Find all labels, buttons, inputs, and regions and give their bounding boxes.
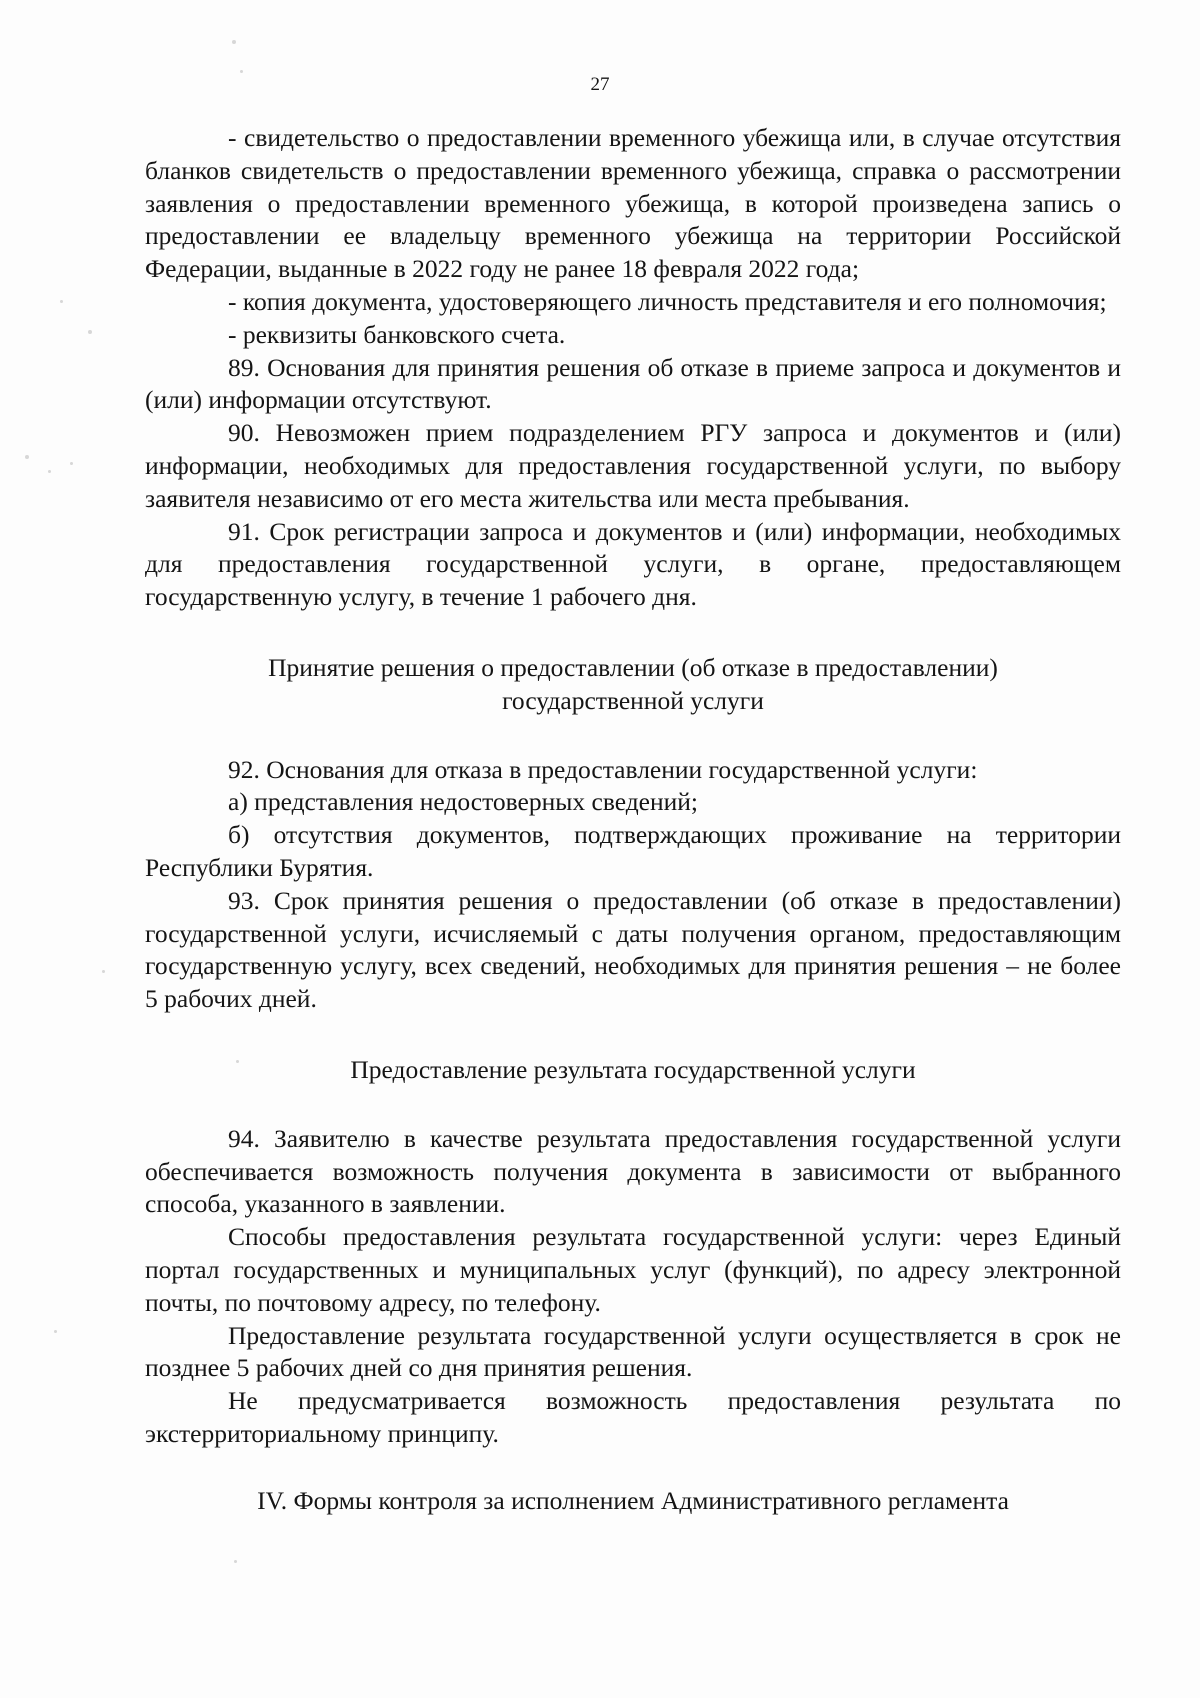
paragraph-89: 89. Основания для принятия решения об отказе в приеме запроса и документов и (или) информации отсутствуют. [145, 352, 1121, 415]
paragraph-bank-details: - реквизиты банковского счета. [228, 319, 566, 349]
paragraph-93: 93. Срок принятия решения о предоставлении (об отказе в предоставлении) государственной услуги, исчисляемый с даты получения органом, предоставляющим государственную услугу, всех сведений, необходимых для принятия решения – не более 5 рабочих дней. [145, 885, 1121, 1014]
document-body [145, 122, 1121, 1517]
paragraph-asylum-certificate: - свидетельство о предоставлении временного убежища или, в случае отсутствия бланков свидетельств о предоставлении временного убежища, справка о рассмотрении заявления о предоставлении временного убежища, в которой произведена запись о предоставлении ее владельцу временного убежища на территории Российской Федерации, выданные в 2022 году не ранее 18 февраля 2022 года; [145, 123, 1121, 284]
heading-decision-line2: государственной услуги [502, 685, 764, 715]
page-number: 27 [590, 74, 610, 95]
scan-speck [48, 470, 51, 473]
scan-speck [234, 1560, 237, 1563]
paragraph-92a: а) представления недостоверных сведений; [228, 787, 699, 817]
scan-speck [54, 1330, 57, 1333]
paragraph-92b: б) отсутствия документов, подтверждающих проживание на территории Республики Бурятия. [145, 820, 1121, 882]
scan-speck [102, 970, 105, 973]
scan-speck [88, 330, 92, 334]
heading-decision-line1: Принятие решения о предоставлении (об отказе в предоставлении) [268, 652, 998, 682]
paragraph-result-deadline: Предоставление результата государственной услуги осуществляется в срок не позднее 5 рабочих дней со дня принятия решения. [145, 1320, 1121, 1383]
heading-result: Предоставление результата государственной услуги [350, 1054, 916, 1084]
paragraph-92: 92. Основания для отказа в предоставлении государственной услуги: [228, 754, 978, 784]
scan-speck [25, 455, 29, 459]
paragraph-result-methods: Способы предоставления результата государственной услуги: через Единый портал государственных и муниципальных услуг (функций), по адресу электронной почты, по почтовому адресу, по телефону. [145, 1222, 1121, 1317]
scan-speck [60, 300, 63, 303]
scan-speck [70, 462, 73, 465]
paragraph-90: 90. Невозможен прием подразделением РГУ запроса и документов и (или) информации, необходимых для предоставления государственной услуги, по выбору заявителя независимо от его места жительства или места пребывания. [145, 418, 1121, 513]
scan-speck [232, 40, 236, 44]
paragraph-94: 94. Заявителю в качестве результата предоставления государственной услуги обеспечивается возможность получения документа в зависимости от выбранного способа, указанного в заявлении. [145, 1123, 1121, 1219]
scan-speck [240, 70, 243, 73]
heading-decision [145, 652, 1121, 718]
paragraph-91: 91. Срок регистрации запроса и документов и (или) информации, необходимых для предоставления государственной услуги, в органе, предоставляющем государственную услугу, в течение 1 рабочего дня. [145, 516, 1121, 612]
paragraph-extraterritorial: Не предусматривается возможность предоставления результата по экстерриториальному принципу. [145, 1386, 1121, 1448]
paragraph-representative-id: - копия документа, удостоверяющего личность представителя и его полномочия; [228, 286, 1107, 316]
heading-section-iv: IV. Формы контроля за исполнением Административного регламента [257, 1485, 1009, 1515]
